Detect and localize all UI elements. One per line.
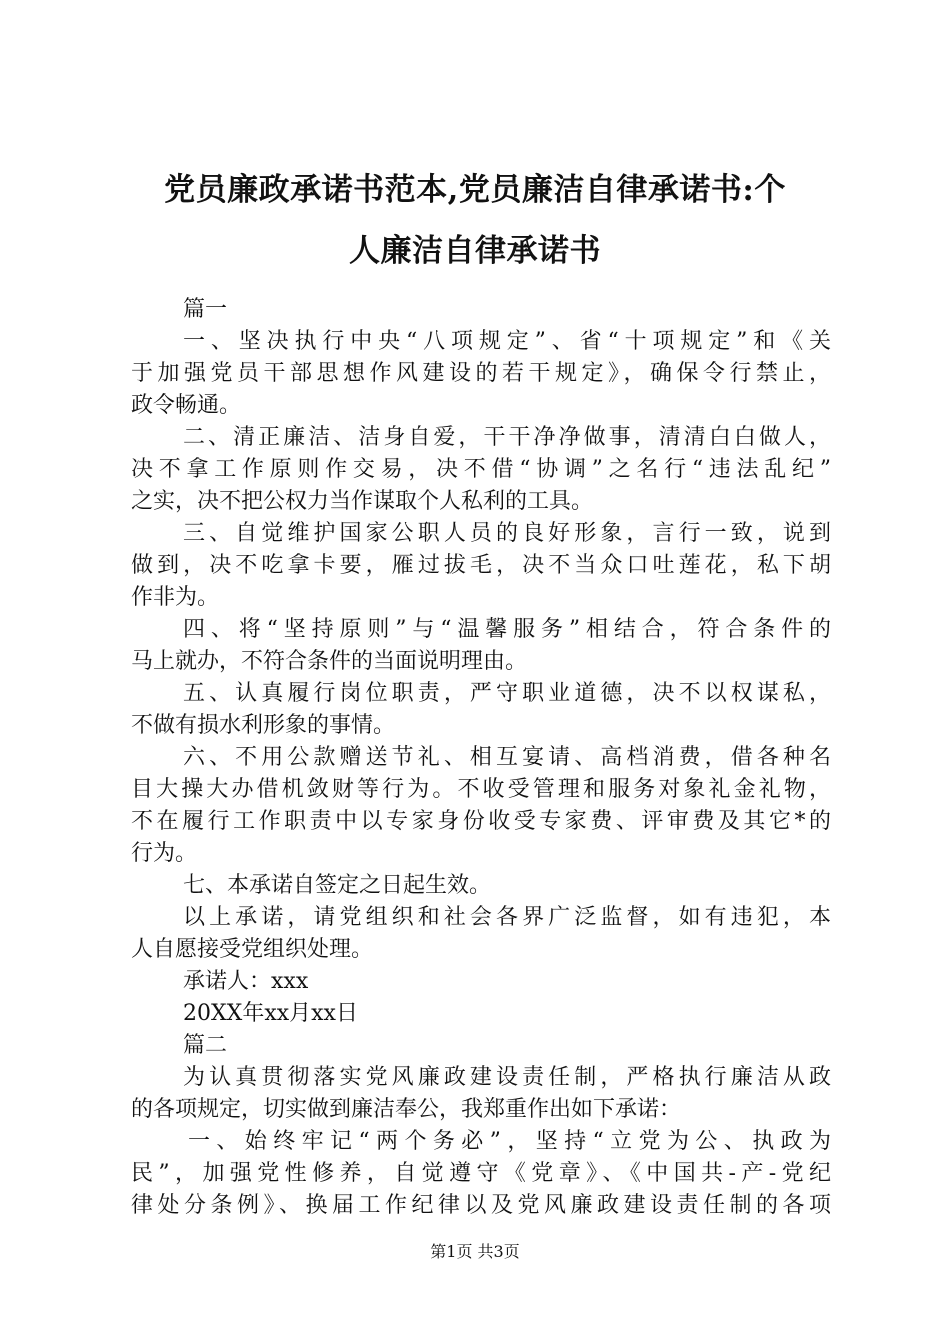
title-line-2: 人廉洁自律承诺书	[349, 233, 601, 269]
paragraph-line: 做到，决不吃拿卡要，雁过拔毛，决不当众口吐莲花，私下胡	[131, 553, 831, 578]
paragraph-line: 于加强党员干部思想作风建设的若干规定》，确保令行禁止，	[131, 361, 831, 386]
paragraph-line: 民”，加强党性修养，自觉遵守《党章》、《中国共-产-党纪	[131, 1161, 831, 1186]
paragraph-line: 七、本承诺自签定之日起生效。	[183, 873, 492, 898]
paragraph-line: 为认真贯彻落实党风廉政建设责任制，严格执行廉洁从政	[183, 1065, 831, 1090]
paragraph-line: 以上承诺，请党组织和社会各界广泛监督，如有违犯，本	[183, 905, 831, 930]
paragraph-line: 三、自觉维护国家公职人员的良好形象，言行一致，说到	[183, 521, 831, 546]
paragraph-line: 不做有损水利形象的事情。	[131, 713, 396, 738]
paragraph-line: 一、坚决执行中央“八项规定”、省“十项规定”和《关	[183, 329, 831, 354]
paragraph-line: 政令畅通。	[131, 393, 242, 418]
paragraph-line: 之实，决不把公权力当作谋取个人私利的工具。	[131, 489, 594, 514]
paragraph-line: 五、认真履行岗位职责，严守职业道德，决不以权谋私，	[183, 681, 831, 706]
document-title	[100, 160, 850, 282]
signatory-line: 承诺人：xxx	[183, 969, 309, 994]
paragraph-line: 目大操大办借机敛财等行为。不收受管理和服务对象礼金礼物，	[131, 777, 831, 802]
paragraph-line: 行为。	[131, 841, 198, 866]
paragraph-line: 作非为。	[131, 585, 220, 610]
paragraph-line: 六、不用公款赠送节礼、相互宴请、高档消费，借各种名	[183, 745, 831, 770]
paragraph-line: 二、清正廉洁、洁身自爱，干干净净做事，清清白白做人，	[183, 425, 831, 450]
title-line-1: 党员廉政承诺书范本,党员廉洁自律承诺书:个	[164, 172, 786, 208]
paragraph-line: 人自愿接受党组织处理。	[131, 937, 374, 962]
paragraph-line: 决不拿工作原则作交易，决不借“协调”之名行“违法乱纪”	[131, 457, 831, 482]
paragraph-line: 的各项规定，切实做到廉洁奉公，我郑重作出如下承诺：	[131, 1097, 682, 1122]
paragraph-line: 不在履行工作职责中以专家身份收受专家费、评审费及其它*的	[131, 809, 831, 834]
document-body	[131, 294, 831, 1222]
paragraph-line: 马上就办，不符合条件的当面说明理由。	[131, 649, 528, 674]
paragraph-line: 四、将“坚持原则”与“温馨服务”相结合，符合条件的	[183, 617, 831, 642]
paragraph-line: 一、始终牢记“两个务必”，坚持“立党为公、执政为	[188, 1129, 831, 1154]
heading-part-one: 篇一	[183, 297, 228, 322]
page-footer: 第1页 共3页	[430, 1242, 520, 1261]
paragraph-line: 律处分条例》、换届工作纪律以及党风廉政建设责任制的各项	[131, 1193, 831, 1218]
date-line: 20XX年xx月xx日	[183, 1001, 358, 1026]
heading-part-two: 篇二	[183, 1033, 228, 1058]
